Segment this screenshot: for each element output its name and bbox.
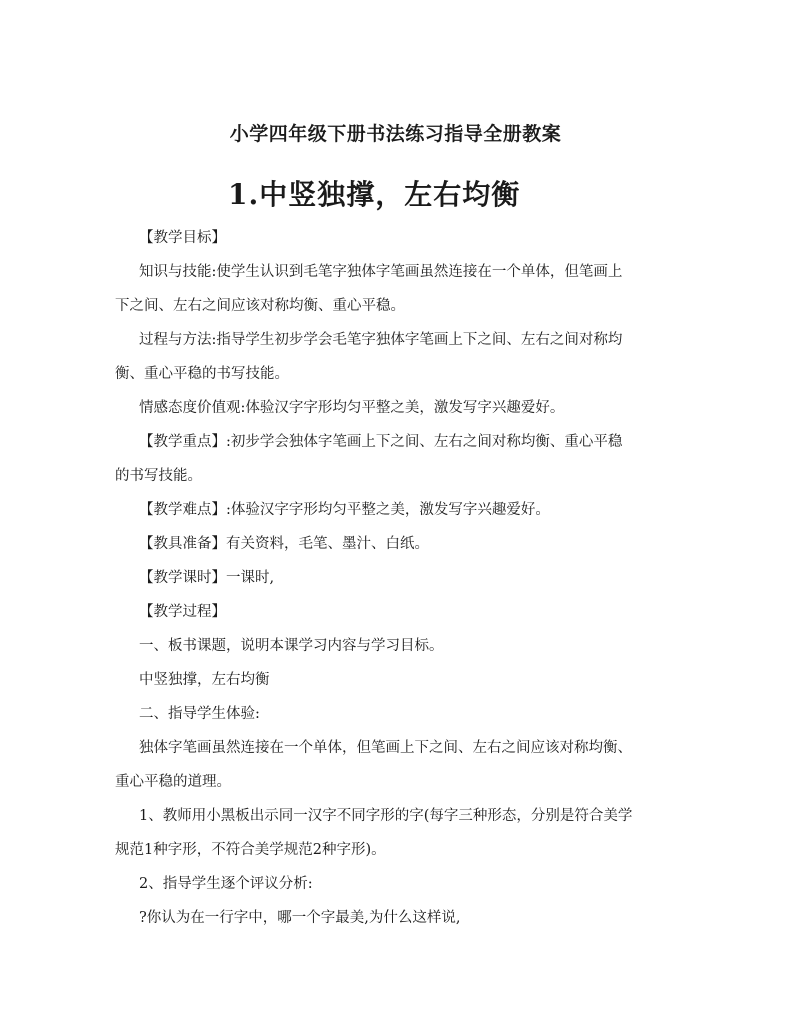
paragraph-line: 下之间、左右之间应该对称均衡、重心平稳。 xyxy=(115,298,405,314)
paragraph-line: ?你认为在一行字中，哪一个字最美,为什么这样说, xyxy=(139,910,461,926)
lesson-title: 1.中竖独撑，左右均衡 xyxy=(228,178,521,211)
document-title: 小学四年级下册书法练习指导全册教案 xyxy=(229,123,562,145)
paragraph-line: 中竖独撑，左右均衡 xyxy=(139,672,270,688)
paragraph-line: 知识与技能:使学生认识到毛笔字独体字笔画虽然连接在一个单体，但笔画上 xyxy=(139,264,623,280)
paragraph-line: 独体字笔画虽然连接在一个单体，但笔画上下之间、左右之间应该对称均衡、 xyxy=(139,740,632,756)
paragraph-line: 2、指导学生逐个评议分析: xyxy=(139,876,313,892)
paragraph-line: 二、指导学生体验: xyxy=(139,706,260,722)
section-heading-process: 【教学过程】 xyxy=(139,604,226,620)
paragraph-line: 【教学难点】:体验汉字字形均匀平整之美，激发写字兴趣爱好。 xyxy=(139,502,550,518)
paragraph-line: 1、教师用小黑板出示同一汉字不同字形的字(每字三种形态，分别是符合美学 xyxy=(139,808,633,824)
paragraph-line: 【教具准备】有关资料，毛笔、墨汁、白纸。 xyxy=(139,536,429,552)
paragraph-line: 一、板书课题，说明本课学习内容与学习目标。 xyxy=(139,638,444,654)
paragraph-line: 规范1种字形，不符合美学规范2种字形)。 xyxy=(115,842,386,858)
paragraph-line: 重心平稳的道理。 xyxy=(115,774,231,790)
paragraph-line: 【教学课时】一课时, xyxy=(139,570,275,586)
section-heading-objectives: 【教学目标】 xyxy=(139,230,226,246)
paragraph-line: 衡、重心平稳的书写技能。 xyxy=(115,366,289,382)
paragraph-line: 过程与方法:指导学生初步学会毛笔字独体字笔画上下之间、左右之间对称均 xyxy=(139,332,623,348)
paragraph-line: 情感态度价值观:体验汉字字形均匀平整之美，激发写字兴趣爱好。 xyxy=(139,400,565,416)
paragraph-line: 的书写技能。 xyxy=(115,468,202,484)
paragraph-line: 【教学重点】:初步学会独体字笔画上下之间、左右之间对称均衡、重心平稳 xyxy=(139,434,623,450)
